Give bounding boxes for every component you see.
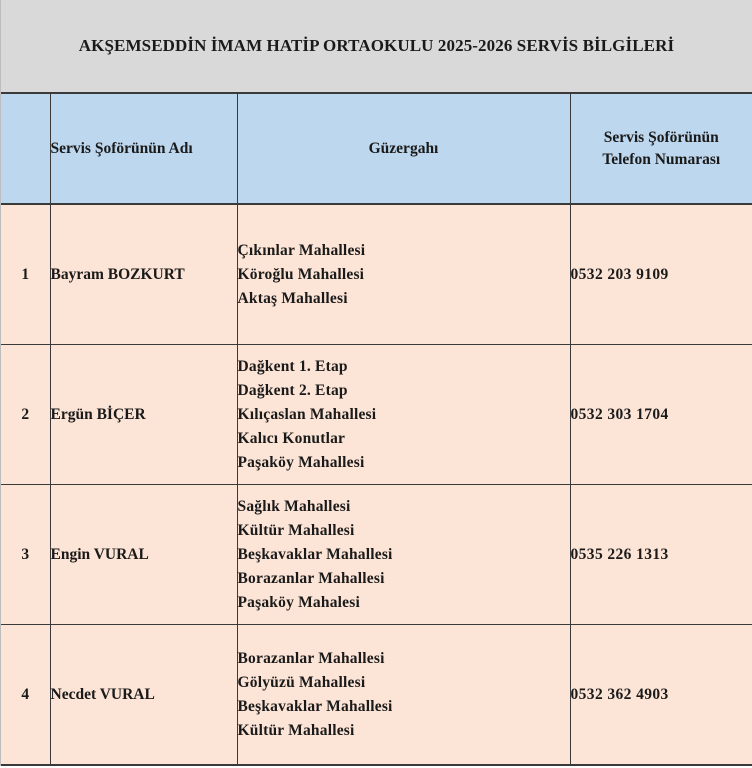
- table-header-row: [1, 94, 752, 204]
- driver-phone: 0532 303 1704: [570, 345, 752, 485]
- route-cell: [237, 485, 570, 625]
- route-line: Dağkent 2. Etap: [237, 381, 348, 399]
- driver-phone: 0532 362 4903: [570, 625, 752, 766]
- route-line: Beşkavaklar Mahallesi: [237, 545, 393, 563]
- route-line: Borazanlar Mahallesi: [237, 569, 385, 587]
- route-line: Dağkent 1. Etap: [237, 357, 348, 375]
- service-info-table: [1, 94, 752, 766]
- route-line: Paşaköy Mahallesi: [237, 453, 365, 471]
- driver-name: Engin VURAL: [50, 485, 237, 625]
- route-line: Kültür Mahallesi: [237, 721, 355, 739]
- route-line: Beşkavaklar Mahallesi: [237, 697, 393, 715]
- row-number: 4: [1, 625, 50, 766]
- row-number: 2: [1, 345, 50, 485]
- driver-name: Bayram BOZKURT: [50, 204, 237, 345]
- route-line: Aktaş Mahallesi: [237, 289, 348, 307]
- route-line: Gölyüzü Mahallesi: [237, 673, 366, 691]
- route-line: Kılıçaslan Mahallesi: [237, 405, 377, 423]
- row-number: 1: [1, 204, 50, 345]
- table-row: [1, 625, 752, 766]
- table-row: [1, 485, 752, 625]
- header-phone-line2: Telefon Numarası: [602, 150, 721, 168]
- table-row: [1, 345, 752, 485]
- driver-phone: 0532 203 9109: [570, 204, 752, 345]
- page-title: AKŞEMSEDDİN İMAM HATİP ORTAOKULU 2025-2026 SERVİS BİLGİLERİ: [1, 0, 752, 94]
- route-line: Borazanlar Mahallesi: [237, 649, 385, 667]
- route-line: Köroğlu Mahallesi: [237, 265, 365, 283]
- route-cell: [237, 625, 570, 766]
- route-cell: [237, 204, 570, 345]
- route-line: Çıkınlar Mahallesi: [237, 241, 366, 259]
- table-row: [1, 204, 752, 345]
- header-phone: [570, 94, 752, 204]
- driver-phone: 0535 226 1313: [570, 485, 752, 625]
- route-line: Sağlık Mahallesi: [237, 497, 351, 515]
- driver-name: Ergün BİÇER: [50, 345, 237, 485]
- route-line: Kalıcı Konutlar: [237, 429, 346, 447]
- route-line: Kültür Mahallesi: [237, 521, 355, 539]
- header-phone-line1: Servis Şoförünün: [603, 128, 719, 146]
- header-driver-name: Servis Şoförünün Adı: [50, 94, 237, 204]
- driver-name: Necdet VURAL: [50, 625, 237, 766]
- header-no: [1, 94, 50, 204]
- row-number: 3: [1, 485, 50, 625]
- route-line: Paşaköy Mahalesi: [237, 593, 360, 611]
- header-route: Güzergahı: [237, 94, 570, 204]
- route-cell: [237, 345, 570, 485]
